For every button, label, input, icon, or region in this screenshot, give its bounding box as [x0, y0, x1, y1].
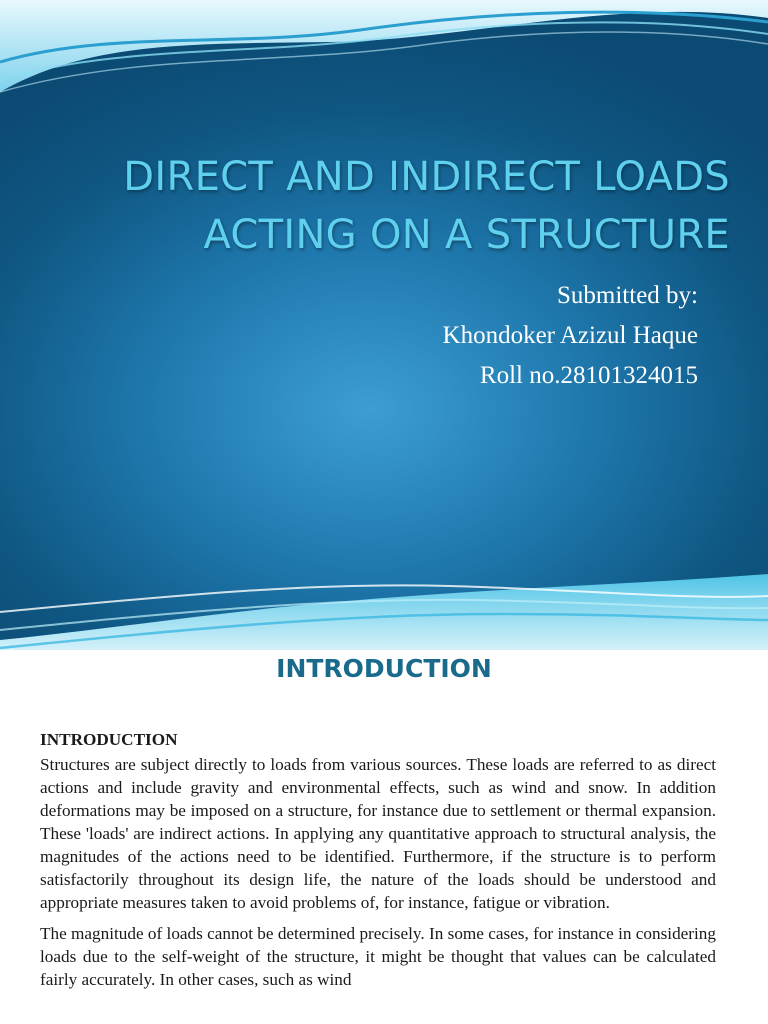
submitted-label: Submitted by:	[557, 282, 698, 309]
slide-body	[40, 728, 716, 999]
roll-number: Roll no.28101324015	[479, 362, 698, 389]
author-name: Khondoker Azizul Haque	[442, 322, 698, 349]
paragraph-2: The magnitude of loads cannot be determined precisely. In some cases, for instance in considering loads due to the self-weight of the structure, it might be thought that values can be calculated fairly accurately. In other cases, such as wind	[40, 924, 716, 989]
title-line-2: ACTING ON A STRUCTURE	[203, 212, 730, 258]
title-line-1: DIRECT AND INDIRECT LOADS	[123, 154, 730, 200]
introduction-slide	[0, 650, 768, 1024]
section-title: INTRODUCTION	[40, 730, 178, 749]
slide-heading: INTRODUCTION	[276, 654, 492, 683]
paragraph-1: Structures are subject directly to loads from various sources. These loads are referred to as direct actions and include gravity and environmental effects, such as wind and snow. In addition deformations may be imposed on a structure, for instance due to settlement or thermal expansion. These 'loads' are indirect actions. In applying any quantitative approach to structural analysis, the magnitudes of the actions need to be identified. Furthermore, if the structure is to perform satisfactorily throughout its design life, the nature of the loads should be understood and appropriate measures taken to avoid problems of, for instance, fatigue or vibration.	[40, 755, 716, 912]
subtitle-block	[443, 276, 698, 396]
slide-title	[30, 148, 730, 264]
